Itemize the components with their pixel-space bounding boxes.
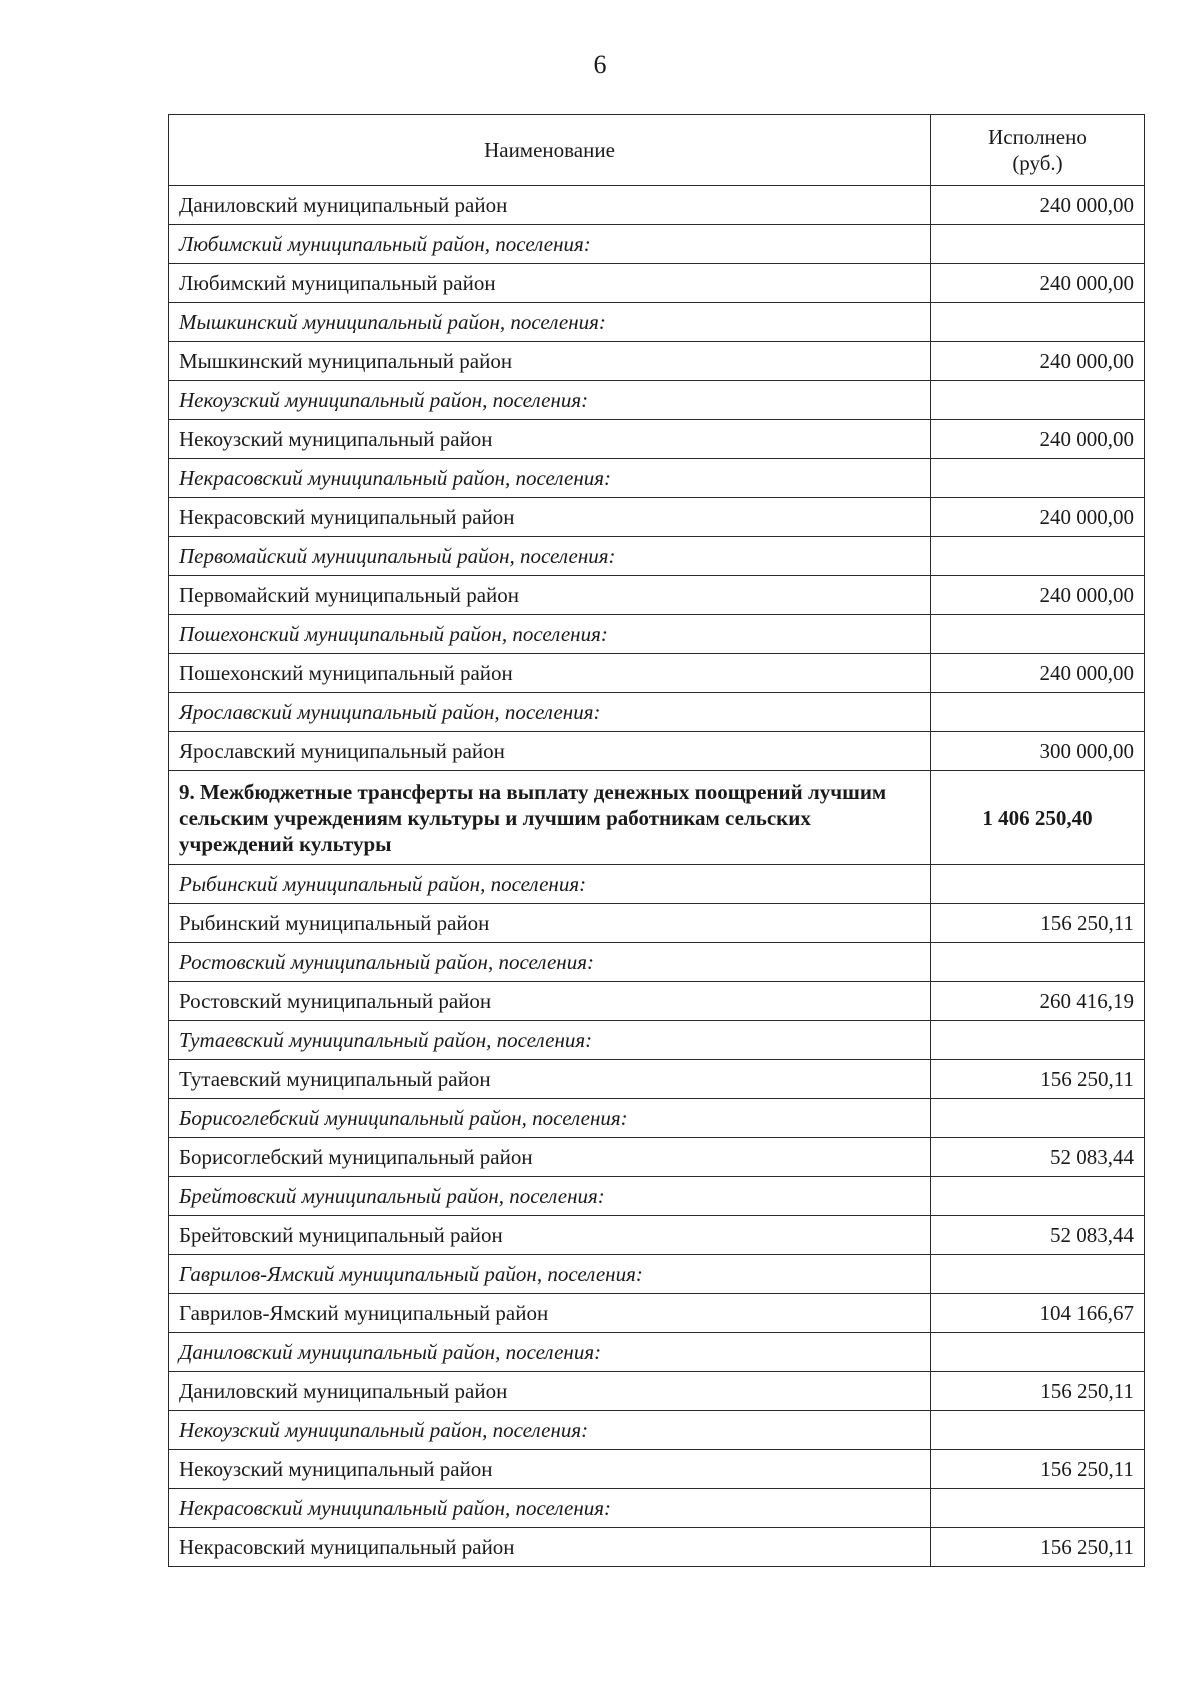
row-name: Брейтовский муниципальный район, поселения: — [169, 1177, 931, 1216]
row-name: Мышкинский муниципальный район, поселения: — [169, 303, 931, 342]
row-amount — [931, 303, 1145, 342]
row-amount — [931, 1177, 1145, 1216]
row-amount: 52 083,44 — [931, 1138, 1145, 1177]
table-row — [169, 420, 1145, 459]
table-row — [169, 498, 1145, 537]
row-name: Даниловский муниципальный район — [169, 186, 931, 225]
row-amount: 1 406 250,40 — [931, 771, 1145, 865]
table-row — [169, 1216, 1145, 1255]
row-amount — [931, 537, 1145, 576]
row-name: Даниловский муниципальный район, поселения: — [169, 1333, 931, 1372]
row-amount — [931, 1255, 1145, 1294]
row-amount: 300 000,00 — [931, 732, 1145, 771]
table-row — [169, 1060, 1145, 1099]
row-amount: 156 250,11 — [931, 1060, 1145, 1099]
row-amount: 240 000,00 — [931, 264, 1145, 303]
row-name: Ярославский муниципальный район — [169, 732, 931, 771]
row-amount: 260 416,19 — [931, 982, 1145, 1021]
table-row — [169, 1294, 1145, 1333]
group-row — [169, 615, 1145, 654]
row-name: Некоузский муниципальный район — [169, 420, 931, 459]
row-name: Пошехонский муниципальный район — [169, 654, 931, 693]
row-name: Любимский муниципальный район — [169, 264, 931, 303]
table-row — [169, 1450, 1145, 1489]
group-row — [169, 865, 1145, 904]
row-name: Гаврилов-Ямский муниципальный район — [169, 1294, 931, 1333]
group-row — [169, 943, 1145, 982]
row-amount: 156 250,11 — [931, 1450, 1145, 1489]
row-name: Ростовский муниципальный район, поселения: — [169, 943, 931, 982]
row-name: Тутаевский муниципальный район — [169, 1060, 931, 1099]
row-amount: 156 250,11 — [931, 1372, 1145, 1411]
row-amount — [931, 943, 1145, 982]
row-amount: 104 166,67 — [931, 1294, 1145, 1333]
group-row — [169, 537, 1145, 576]
table-row — [169, 1138, 1145, 1177]
row-name: Мышкинский муниципальный район — [169, 342, 931, 381]
row-amount: 240 000,00 — [931, 186, 1145, 225]
group-row — [169, 1099, 1145, 1138]
row-amount — [931, 1021, 1145, 1060]
table-row — [169, 654, 1145, 693]
table-row — [169, 342, 1145, 381]
group-row — [169, 1489, 1145, 1528]
row-amount: 156 250,11 — [931, 1528, 1145, 1567]
group-row — [169, 225, 1145, 264]
row-name: Некоузский муниципальный район — [169, 1450, 931, 1489]
row-name: Пошехонский муниципальный район, поселения: — [169, 615, 931, 654]
group-row — [169, 1255, 1145, 1294]
row-amount — [931, 1333, 1145, 1372]
row-name: Ярославский муниципальный район, поселения: — [169, 693, 931, 732]
row-amount — [931, 381, 1145, 420]
table-row — [169, 904, 1145, 943]
row-name: Тутаевский муниципальный район, поселения: — [169, 1021, 931, 1060]
report-table — [168, 114, 1145, 1567]
table-row — [169, 732, 1145, 771]
row-name: Некрасовский муниципальный район — [169, 1528, 931, 1567]
row-name: Ростовский муниципальный район — [169, 982, 931, 1021]
group-row — [169, 1021, 1145, 1060]
row-amount: 240 000,00 — [931, 342, 1145, 381]
row-name: Борисоглебский муниципальный район — [169, 1138, 931, 1177]
row-name: Даниловский муниципальный район — [169, 1372, 931, 1411]
group-row — [169, 1177, 1145, 1216]
row-amount — [931, 693, 1145, 732]
row-name: Гаврилов-Ямский муниципальный район, поселения: — [169, 1255, 931, 1294]
group-row — [169, 459, 1145, 498]
table-row — [169, 982, 1145, 1021]
row-name: Первомайский муниципальный район, поселения: — [169, 537, 931, 576]
row-name: Некрасовский муниципальный район, поселения: — [169, 1489, 931, 1528]
row-amount — [931, 225, 1145, 264]
row-name: Некрасовский муниципальный район — [169, 498, 931, 537]
section-row — [169, 771, 1145, 865]
table-row — [169, 186, 1145, 225]
page-number: 6 — [593, 50, 607, 79]
row-name: Борисоглебский муниципальный район, поселения: — [169, 1099, 931, 1138]
header-amount — [931, 115, 1145, 186]
group-row — [169, 1411, 1145, 1450]
row-name: Рыбинский муниципальный район — [169, 904, 931, 943]
table-row — [169, 264, 1145, 303]
table-body — [169, 186, 1145, 1567]
row-name: Некоузский муниципальный район, поселения: — [169, 381, 931, 420]
row-name: Любимский муниципальный район, поселения: — [169, 225, 931, 264]
row-amount: 240 000,00 — [931, 420, 1145, 459]
header-amount-line2: (руб.) — [1012, 151, 1063, 175]
group-row — [169, 693, 1145, 732]
row-name: Некоузский муниципальный район, поселения: — [169, 1411, 931, 1450]
table-row — [169, 1528, 1145, 1567]
table-row — [169, 576, 1145, 615]
row-amount — [931, 1411, 1145, 1450]
row-name: 9. Межбюджетные трансферты на выплату денежных поощрений лучшим сельским учреждениям культуры и лучшим работникам сельских учреждений культуры — [169, 771, 931, 865]
group-row — [169, 1333, 1145, 1372]
row-amount: 52 083,44 — [931, 1216, 1145, 1255]
row-amount — [931, 1099, 1145, 1138]
row-amount — [931, 459, 1145, 498]
row-amount: 156 250,11 — [931, 904, 1145, 943]
row-name: Некрасовский муниципальный район, поселения: — [169, 459, 931, 498]
header-amount-line1: Исполнено — [988, 125, 1087, 149]
row-name: Первомайский муниципальный район — [169, 576, 931, 615]
row-name: Брейтовский муниципальный район — [169, 1216, 931, 1255]
table-header-row — [169, 115, 1145, 186]
group-row — [169, 381, 1145, 420]
row-amount: 240 000,00 — [931, 576, 1145, 615]
table-row — [169, 1372, 1145, 1411]
row-amount: 240 000,00 — [931, 654, 1145, 693]
row-amount — [931, 1489, 1145, 1528]
header-name: Наименование — [169, 115, 931, 186]
row-amount — [931, 865, 1145, 904]
row-amount: 240 000,00 — [931, 498, 1145, 537]
group-row — [169, 303, 1145, 342]
row-name: Рыбинский муниципальный район, поселения: — [169, 865, 931, 904]
row-amount — [931, 615, 1145, 654]
